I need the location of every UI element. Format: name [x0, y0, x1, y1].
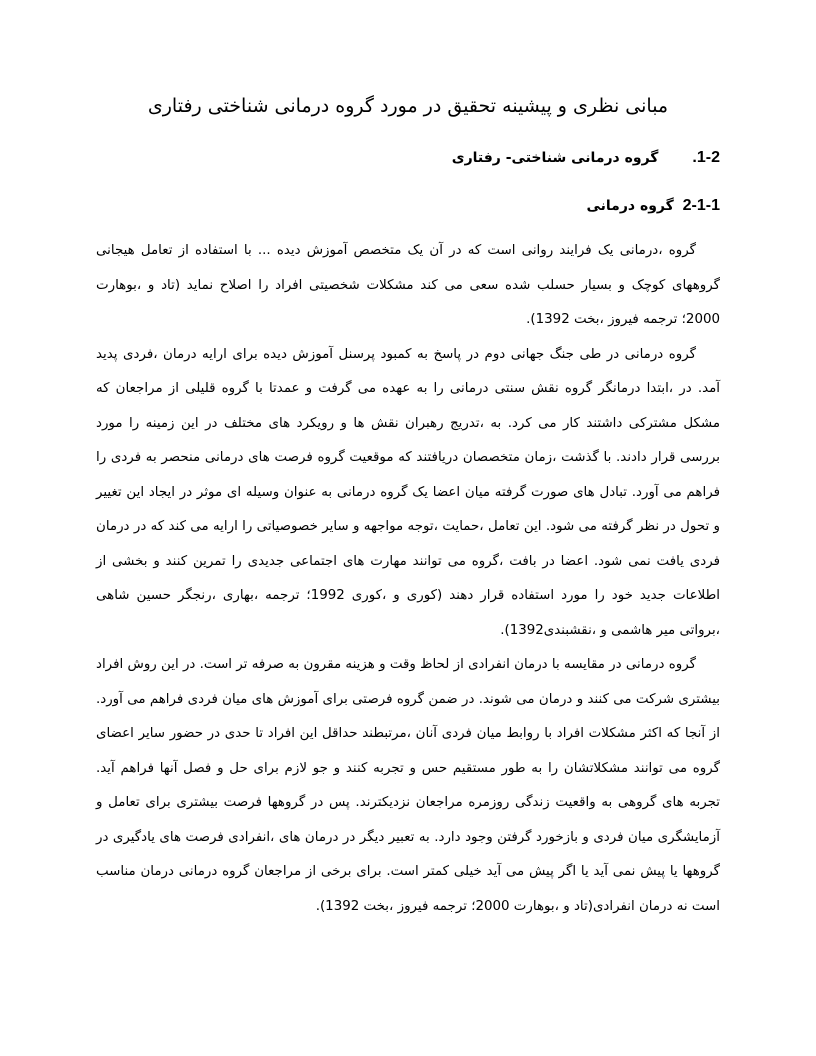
paragraph: گروه درمانی در طی جنگ جهانی دوم در پاسخ به کمبود پرسنل آموزش دیده برای ارایه درمان ،فردی پدید آمد. در ،ابتدا درمانگر گروه نقش سنتی درمانی را به عهده می گرفت و عمدتا با گروه قلیلی از مراجعان که مشکل مشترکی داشتند کار می کرد. به ،تدریج رهبران نقش ها و رویکرد های مختلف در این زمینه را مورد بررسی قرار دادند. با گذشت ،زمان متخصصان دریافتند که موقعیت گروه فرصت های درمانی منحصر به فردی را فراهم می آورد. تبادل های صورت گرفته میان اعضا یک گروه درمانی به عنوان وسیله ای موثر در ایجاد این تغییر و تحول در نظر گرفته می شود. این تعامل ،حمایت ،توجه مواجهه و سایر خصوصیاتی را ارایه می کند که در درمان فردی یافت نمی شود. اعضا در بافت ،گروه می توانند مهارت های اجتماعی جدیدی را تمرین کنند و بخشی از اطلاعات جدید خود را مورد استفاده قرار دهند (کوری و ،کوری 1992؛ ترجمه ،بهاری ،رنجگر حسین شاهی ،برواتی میر هاشمی و ،نقشبندی1392). — [96, 346, 720, 638]
paragraph: گروه درمانی در مقایسه با درمان انفرادی از لحاظ وقت و هزینه مقرون به صرفه تر است. در این روش افراد بیشتری شرکت می کنند و درمان می شوند. در ضمن گروه فرصتی برای آموزش های میان فردی فراهم می آورد. از آنجا که اکثر مشکلات افراد با روابط میان فردی آنان ،مرتبطند حداقل این افراد تا حدی در حضور سایر اعضای گروه می توانند مشکلاتشان را به طور مستقیم حس و تجربه کنند و جو لازم برای حل و فصل آنها فراهم آید. تجربه های گروهی به واقعیت زندگی روزمره مراجعان نزدیکترند. پس در گروهها فرصت بیشتری برای تعامل و آزمایشگری میان فردی و بازخورد گرفتن وجود دارد. به تعبیر دیگر در درمان های ،انفرادی فرصت های یادگیری در گروهها یا پیش نمی آید یا اگر پیش می آید خیلی کمتر است. برای برخی از مراجعان گروه درمانی درمان مناسب است نه درمان انفرادی(تاد و ،بوهارت 2000؛ ترجمه فیروز ،بخت 1392). — [96, 657, 720, 914]
body-text — [96, 234, 720, 924]
subsection-title: گروه درمانی — [586, 198, 674, 214]
paragraph: گروه ،درمانی یک فرایند روانی است که در آن یک متخصص آموزش دیده ... با استفاده از تعامل هیجانی گروههای کوچک و بسیار حسلب شده سعی می کند مشکلات شخصیتی افراد را اصلاح نماید (تاد و ،بوهارت 2000؛ ترجمه فیروز ،بخت 1392). — [96, 243, 720, 327]
section-number: .1-2 — [692, 149, 720, 166]
subsection-heading — [586, 195, 720, 217]
subsection-number: 2-1-1 — [682, 197, 720, 214]
section-title: گروه درمانی شناختی- رفتاری — [451, 150, 659, 166]
page-title: مبانی نظری و پیشینه تحقیق در مورد گروه درمانی شناختی رفتاری — [147, 95, 669, 117]
section-heading — [452, 147, 720, 169]
